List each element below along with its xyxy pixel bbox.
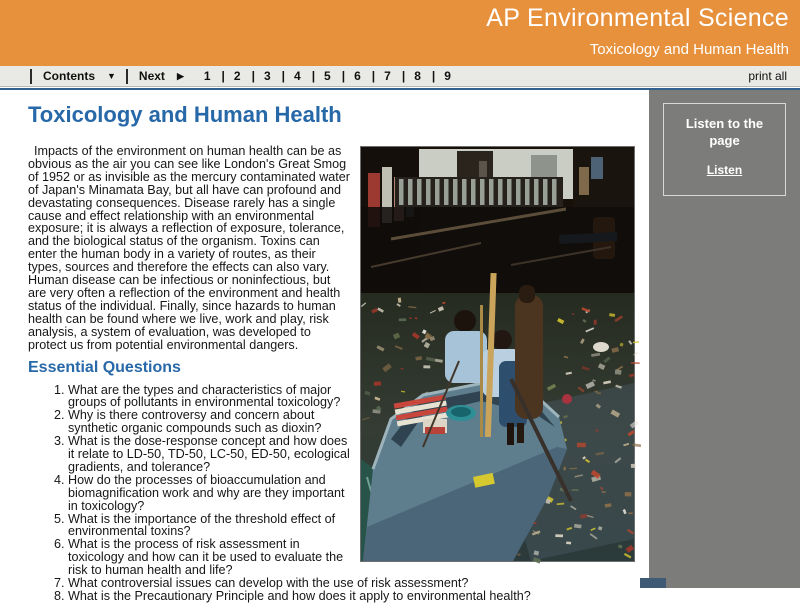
- nav-divider: [30, 69, 32, 84]
- page-title: Toxicology and Human Health: [28, 102, 342, 127]
- page-number-link[interactable]: | 9: [423, 69, 453, 83]
- question-item: 5. What is the importance of the threshold effect of environmental toxins?: [68, 513, 635, 539]
- chevron-down-icon: ▼: [107, 71, 116, 81]
- question-item: 3. What is the dose-response concept and how does it relate to LD-50, TD-50, LC-50, ED-50, ecological gradients, and tolerance?: [68, 435, 635, 474]
- page-number-link[interactable]: 1: [203, 69, 211, 83]
- page-number-link[interactable]: | 4: [273, 69, 303, 83]
- navbar: [0, 66, 800, 87]
- question-item: 1. What are the types and characteristics of major groups of pollutants in environmental toxicology?: [68, 384, 635, 410]
- intro-paragraph: Impacts of the environment on human health can be as obvious as the air you can see like London's Great Smog of 1952 or as invisible as the mercury contaminated water of Japan's Minamata Bay, but all have can profound and devastating consequences. Disease rarely has a single cause and effect relationship with an environmental exposure; it is always a reflection of exposure, tolerance, and the biological status of the organism. Toxins can enter the human body in a variety of routes, as their types, sources and therefore the effects can also vary. Human disease can be infectious or noninfectious, but are very often a reflection of the environment and health status of the individual. Finally, since hazards to human health can be found where we live, work and play, risk analysis, a system of evaluation, was developed to protect us from potential environmental dangers.: [28, 144, 351, 352]
- content-area: [0, 90, 649, 603]
- listen-title: Listen to the page: [685, 116, 764, 148]
- next-label: Next: [138, 69, 165, 83]
- question-item: 7. What controversial issues can develop with the use of risk assessment?: [68, 577, 635, 590]
- photo-illustration: [361, 147, 634, 561]
- page-number-link[interactable]: | 8: [393, 69, 423, 83]
- question-item: 6. What is the process of risk assessment in toxicology and how can it be used to evaluate the risk to human health and life?: [68, 538, 635, 577]
- listen-link[interactable]: Listen: [706, 163, 743, 177]
- question-item: 4. How do the processes of bioaccumulation and biomagnification work and why are they important in toxicology?: [68, 474, 635, 513]
- page-links: [202, 69, 453, 83]
- arrow-right-icon: ▶: [176, 70, 184, 81]
- page-number-link[interactable]: | 7: [363, 69, 393, 83]
- page-number-link[interactable]: | 6: [333, 69, 363, 83]
- polluted-water-photo: [360, 146, 635, 562]
- lesson-title: Toxicology and Human Health: [589, 41, 789, 58]
- page-number-link[interactable]: | 3: [243, 69, 273, 83]
- next-button[interactable]: [137, 69, 194, 83]
- page-number-link[interactable]: | 5: [303, 69, 333, 83]
- question-item: 8. What is the Precautionary Principle and how does it apply to environmental health?: [68, 590, 635, 603]
- page-number-link[interactable]: | 2: [213, 69, 243, 83]
- course-title: AP Environmental Science: [486, 4, 789, 32]
- header-banner: [0, 0, 800, 66]
- contents-label: Contents: [43, 69, 95, 83]
- contents-button[interactable]: [41, 69, 126, 83]
- essential-questions-title: Essential Questions: [28, 358, 181, 376]
- print-all-link[interactable]: print all: [748, 69, 787, 83]
- listen-box: [663, 103, 786, 196]
- question-item: 2. Why is there controversy and concern about synthetic organic compounds such as dioxin?: [68, 409, 635, 435]
- scroll-corner[interactable]: [640, 578, 666, 588]
- nav-divider: [126, 69, 128, 84]
- sidebar: [649, 90, 800, 588]
